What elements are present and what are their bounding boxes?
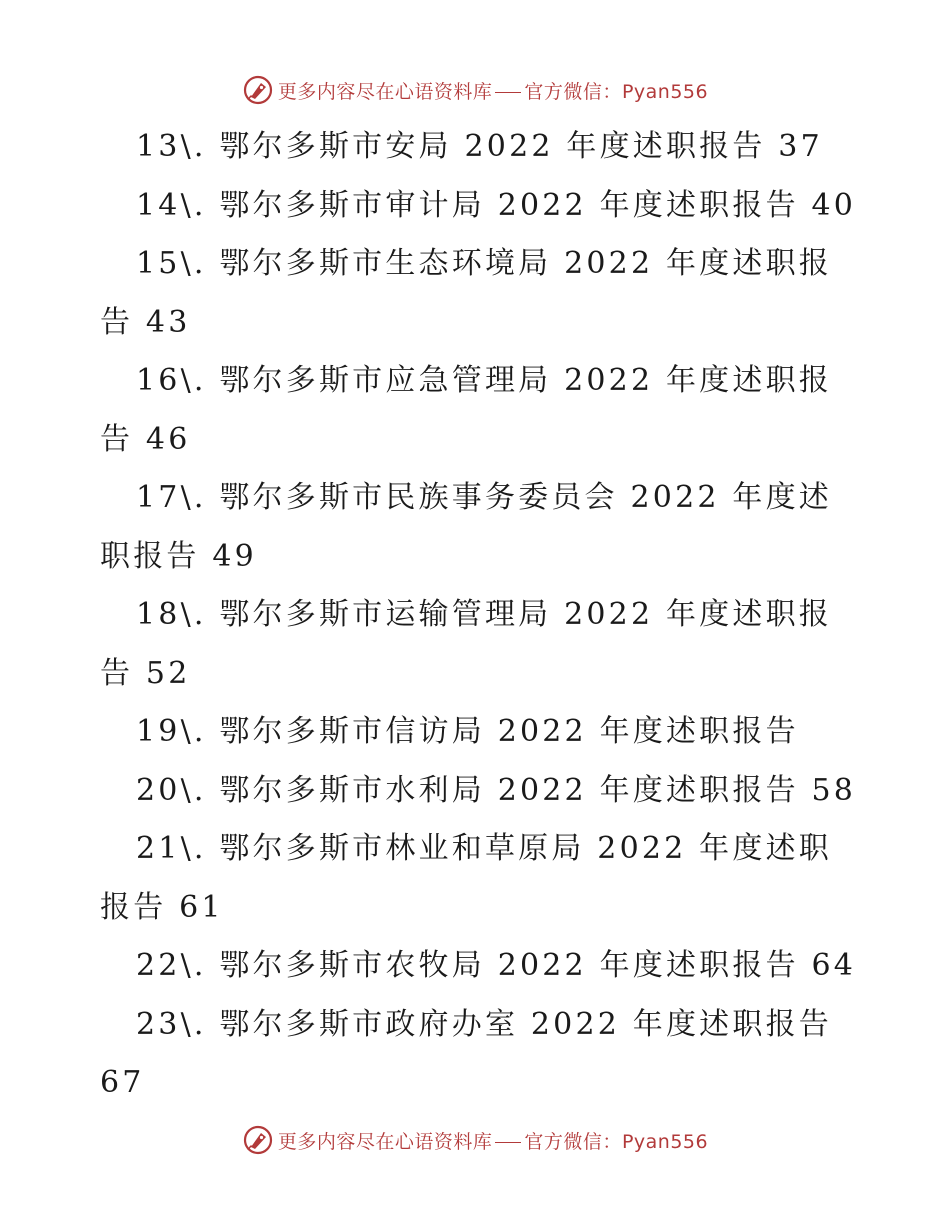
table-of-contents: [100, 118, 860, 1113]
footer-contact-id: Pyan556: [621, 1130, 709, 1153]
toc-entry: 20\. 鄂尔多斯市水利局 2022 年度述职报告 58: [136, 772, 857, 808]
footer-banner-text: [278, 1127, 708, 1154]
header-banner-text: [278, 77, 708, 104]
footer-contact-label: 官方微信：: [524, 1130, 622, 1153]
footer-watermark-banner: [0, 1120, 950, 1160]
toc-entry: 22\. 鄂尔多斯市农牧局 2022 年度述职报告 64: [136, 948, 857, 983]
pen-nib-logo-icon: [242, 74, 274, 106]
toc-entry: 13\. 鄂尔多斯市安局 2022 年度述职报告 37: [136, 129, 823, 164]
toc-entry: 14\. 鄂尔多斯市审计局 2022 年度述职报告 40: [136, 187, 857, 223]
toc-entry: 21\. 鄂尔多斯市林业和草原局 2022 年度述职报告 61: [100, 831, 832, 925]
header-watermark-banner: [0, 70, 950, 110]
toc-entry: 19\. 鄂尔多斯市信访局 2022 年度述职报告: [136, 714, 799, 749]
header-contact-id: Pyan556: [621, 80, 709, 103]
header-contact-label: 官方微信：: [524, 80, 622, 103]
footer-library-text: 更多内容尽在心语资料库: [277, 1130, 493, 1153]
toc-entry: 23\. 鄂尔多斯市政府办室 2022 年度述职报告 67: [100, 1006, 832, 1100]
header-separator: [495, 92, 521, 93]
header-library-text: 更多内容尽在心语资料库: [277, 80, 493, 103]
toc-entry: 16\. 鄂尔多斯市应急管理局 2022 年度述职报告 46: [100, 363, 832, 457]
pen-nib-logo-icon: [242, 1124, 274, 1156]
toc-entry: 15\. 鄂尔多斯市生态环境局 2022 年度述职报告 43: [100, 246, 832, 340]
toc-entry: 17\. 鄂尔多斯市民族事务委员会 2022 年度述职报告 49: [100, 480, 832, 574]
footer-separator: [495, 1142, 521, 1143]
toc-entry: 18\. 鄂尔多斯市运输管理局 2022 年度述职报告 52: [100, 597, 832, 691]
